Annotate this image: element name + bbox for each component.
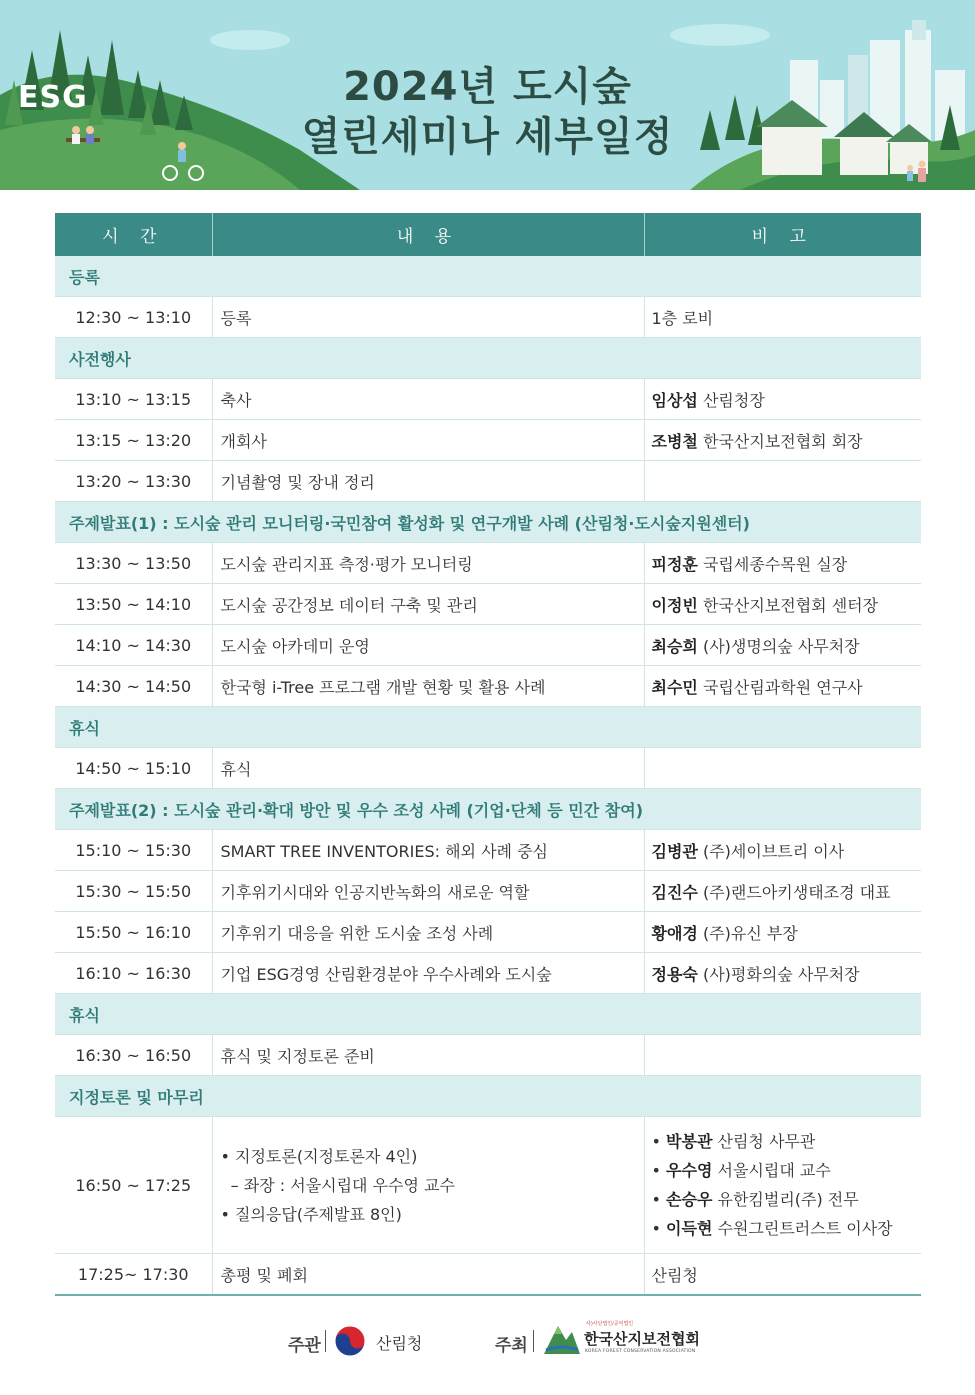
section-title: 주제발표(1) : 도시숲 관리 모니터링·국민참여 활성화 및 연구개발 사례 (산림청·도시숲지원센터) (55, 502, 921, 543)
time-cell: 14:10 ~ 14:30 (55, 625, 212, 666)
content-cell: 등록 (212, 297, 644, 338)
header-content: 내 용 (212, 213, 644, 256)
speaker-title: 서울시립대 교수 (717, 1161, 831, 1180)
time-cell: 15:30 ~ 15:50 (55, 871, 212, 912)
speaker-title: 산림청장 (702, 390, 765, 410)
time-cell: 12:30 ~ 13:10 (55, 297, 212, 338)
content-cell: 도시숲 아카데미 운영 (212, 625, 644, 666)
speaker-title: 산림청 사무관 (717, 1132, 816, 1151)
content-cell: 개회사 (212, 420, 644, 461)
section-row (55, 338, 921, 379)
content-cell: 기후위기 대응을 위한 도시숲 조성 사례 (212, 912, 644, 953)
time-cell: 13:30 ~ 13:50 (55, 543, 212, 584)
time-cell: 16:30 ~ 16:50 (55, 1035, 212, 1076)
note-cell (644, 666, 921, 707)
note-cell (644, 297, 921, 338)
table-row-panel (55, 1117, 921, 1254)
host-name-top: 사)사단법인/공익법인 (586, 1321, 634, 1327)
note-cell (644, 1117, 921, 1254)
time-cell: 13:20 ~ 13:30 (55, 461, 212, 502)
speaker-title: 유한킴벌리(주) 전무 (717, 1190, 859, 1209)
kfca-mountain-logo-icon (542, 1320, 582, 1358)
time-cell: 15:50 ~ 16:10 (55, 912, 212, 953)
table-row (55, 297, 921, 338)
speaker-name: 손승우 (666, 1190, 713, 1209)
table-row (55, 543, 921, 584)
speaker-title: (사)생명의숲 사무처장 (702, 636, 860, 656)
panelist (652, 1127, 922, 1156)
speaker-name: 이정빈 (651, 595, 698, 615)
time-cell: 13:10 ~ 13:15 (55, 379, 212, 420)
speaker-name: 정용숙 (651, 964, 698, 984)
speaker-name: 최승희 (651, 636, 698, 656)
bullet: • (651, 1132, 667, 1151)
table-row (55, 625, 921, 666)
host-label: 주최 (495, 1336, 528, 1356)
content-cell: 도시숲 관리지표 측정·평가 모니터링 (212, 543, 644, 584)
content-cell: 휴식 및 지정토론 준비 (212, 1035, 644, 1076)
table-row (55, 584, 921, 625)
table-row (55, 420, 921, 461)
note-cell (644, 830, 921, 871)
table-row (55, 871, 921, 912)
table-row (55, 830, 921, 871)
note-cell (644, 625, 921, 666)
speaker-name: 우수영 (666, 1161, 713, 1180)
speaker-title: 한국산지보전협회 센터장 (702, 595, 879, 615)
speaker-title: (주)유신 부장 (702, 923, 798, 943)
table-row (55, 912, 921, 953)
table-row (55, 666, 921, 707)
speaker-title: 국립세종수목원 실장 (702, 554, 848, 574)
speaker-title: (주)랜드아키생태조경 대표 (702, 882, 891, 902)
note-cell (644, 912, 921, 953)
section-row (55, 502, 921, 543)
host-name-en: KOREA FOREST CONSERVATION ASSOCIATION (585, 1349, 696, 1354)
section-row (55, 1076, 921, 1117)
table-row (55, 1035, 921, 1076)
bullet: • (651, 1219, 667, 1238)
speaker-name: 박봉관 (666, 1132, 713, 1151)
speaker-name: 김병관 (651, 841, 698, 861)
time-cell: 16:10 ~ 16:30 (55, 953, 212, 994)
title-line-2: 열린세미나 세부일정 (301, 114, 674, 160)
header-time: 시 간 (55, 213, 212, 256)
bullet: • (651, 1161, 667, 1180)
table-row (55, 461, 921, 502)
footer (0, 1318, 975, 1368)
content-cell: 축사 (212, 379, 644, 420)
note-cell (644, 871, 921, 912)
note-cell (644, 748, 921, 789)
speaker-name: 피정훈 (651, 554, 698, 574)
time-cell: 15:10 ~ 15:30 (55, 830, 212, 871)
section-title: 휴식 (55, 994, 921, 1035)
table-header-row (55, 213, 921, 256)
content-cell: 기후위기시대와 인공지반녹화의 새로운 역할 (212, 871, 644, 912)
panel-line: • 질의응답(주제발표 8인) (220, 1204, 402, 1224)
note-cell (644, 420, 921, 461)
note-cell (644, 584, 921, 625)
speaker-title: (사)평화의숲 사무처장 (702, 964, 860, 984)
speaker-title: 한국산지보전협회 회장 (702, 431, 863, 451)
content-cell: 기념촬영 및 장내 정리 (212, 461, 644, 502)
content-cell (212, 1117, 644, 1254)
note-cell: 산림청 (644, 1254, 921, 1296)
time-cell: 13:15 ~ 13:20 (55, 420, 212, 461)
header-banner (0, 0, 975, 190)
section-title: 사전행사 (55, 338, 921, 379)
time-cell: 16:50 ~ 17:25 (55, 1117, 212, 1254)
schedule-table (55, 213, 921, 1296)
time-cell: 17:25~ 17:30 (55, 1254, 212, 1296)
divider (533, 1330, 534, 1352)
content-cell: 한국형 i-Tree 프로그램 개발 현황 및 활용 사례 (212, 666, 644, 707)
divider (325, 1330, 326, 1352)
content-cell: SMART TREE INVENTORIES: 해외 사례 중심 (212, 830, 644, 871)
organizer-label: 주관 (288, 1336, 321, 1356)
content-cell: 기업 ESG경영 산림환경분야 우수사례와 도시숲 (212, 953, 644, 994)
section-row (55, 994, 921, 1035)
note-cell (644, 543, 921, 584)
speaker-title: 수원그린트러스트 이사장 (717, 1219, 893, 1238)
section-row (55, 707, 921, 748)
speaker-title: (주)세이브트리 이사 (702, 841, 845, 861)
content-cell: 총평 및 폐회 (212, 1254, 644, 1296)
content-cell: 휴식 (212, 748, 644, 789)
note-cell (644, 1035, 921, 1076)
time-cell: 13:50 ~ 14:10 (55, 584, 212, 625)
panel-line: • 지정토론(지정토론자 4인) (220, 1146, 418, 1166)
panel-line: – 좌장 : 서울시립대 우수영 교수 (220, 1175, 455, 1195)
panelist (652, 1185, 922, 1214)
title-line-1: 2024년 도시숲 (343, 64, 632, 110)
content-cell: 도시숲 공간정보 데이터 구축 및 관리 (212, 584, 644, 625)
speaker-name: 황애경 (651, 923, 698, 943)
speaker-name: 김진수 (651, 882, 698, 902)
note-cell (644, 461, 921, 502)
time-cell: 14:50 ~ 15:10 (55, 748, 212, 789)
organizer-name: 산림청 (376, 1334, 423, 1353)
speaker-name: 임상섭 (651, 390, 698, 410)
host-name: 한국산지보전협회 (584, 1330, 700, 1348)
table-row (55, 748, 921, 789)
speaker-name: 조병철 (651, 431, 698, 451)
time-cell: 14:30 ~ 14:50 (55, 666, 212, 707)
page-title (0, 62, 975, 162)
esg-logo: ESG (18, 80, 88, 115)
speaker-name: 최수민 (651, 677, 698, 697)
header-note: 비 고 (644, 213, 921, 256)
note-cell (644, 953, 921, 994)
section-title: 등록 (55, 256, 921, 297)
section-title: 지정토론 및 마무리 (55, 1076, 921, 1117)
section-title: 휴식 (55, 707, 921, 748)
speaker-name: 이득현 (666, 1219, 713, 1238)
table-row (55, 1254, 921, 1296)
section-row (55, 789, 921, 830)
bullet: • (651, 1190, 667, 1209)
speaker-title: 국립산림과학원 연구사 (702, 677, 863, 697)
table-row (55, 379, 921, 420)
panelist (652, 1214, 922, 1243)
section-title: 주제발표(2) : 도시숲 관리·확대 방안 및 우수 조성 사례 (기업·단체 등 민간 참여) (55, 789, 921, 830)
note-text: 1층 로비 (651, 308, 714, 328)
section-row (55, 256, 921, 297)
note-cell (644, 379, 921, 420)
table-row (55, 953, 921, 994)
korea-forest-service-logo-icon (333, 1324, 367, 1358)
panelist (652, 1156, 922, 1185)
